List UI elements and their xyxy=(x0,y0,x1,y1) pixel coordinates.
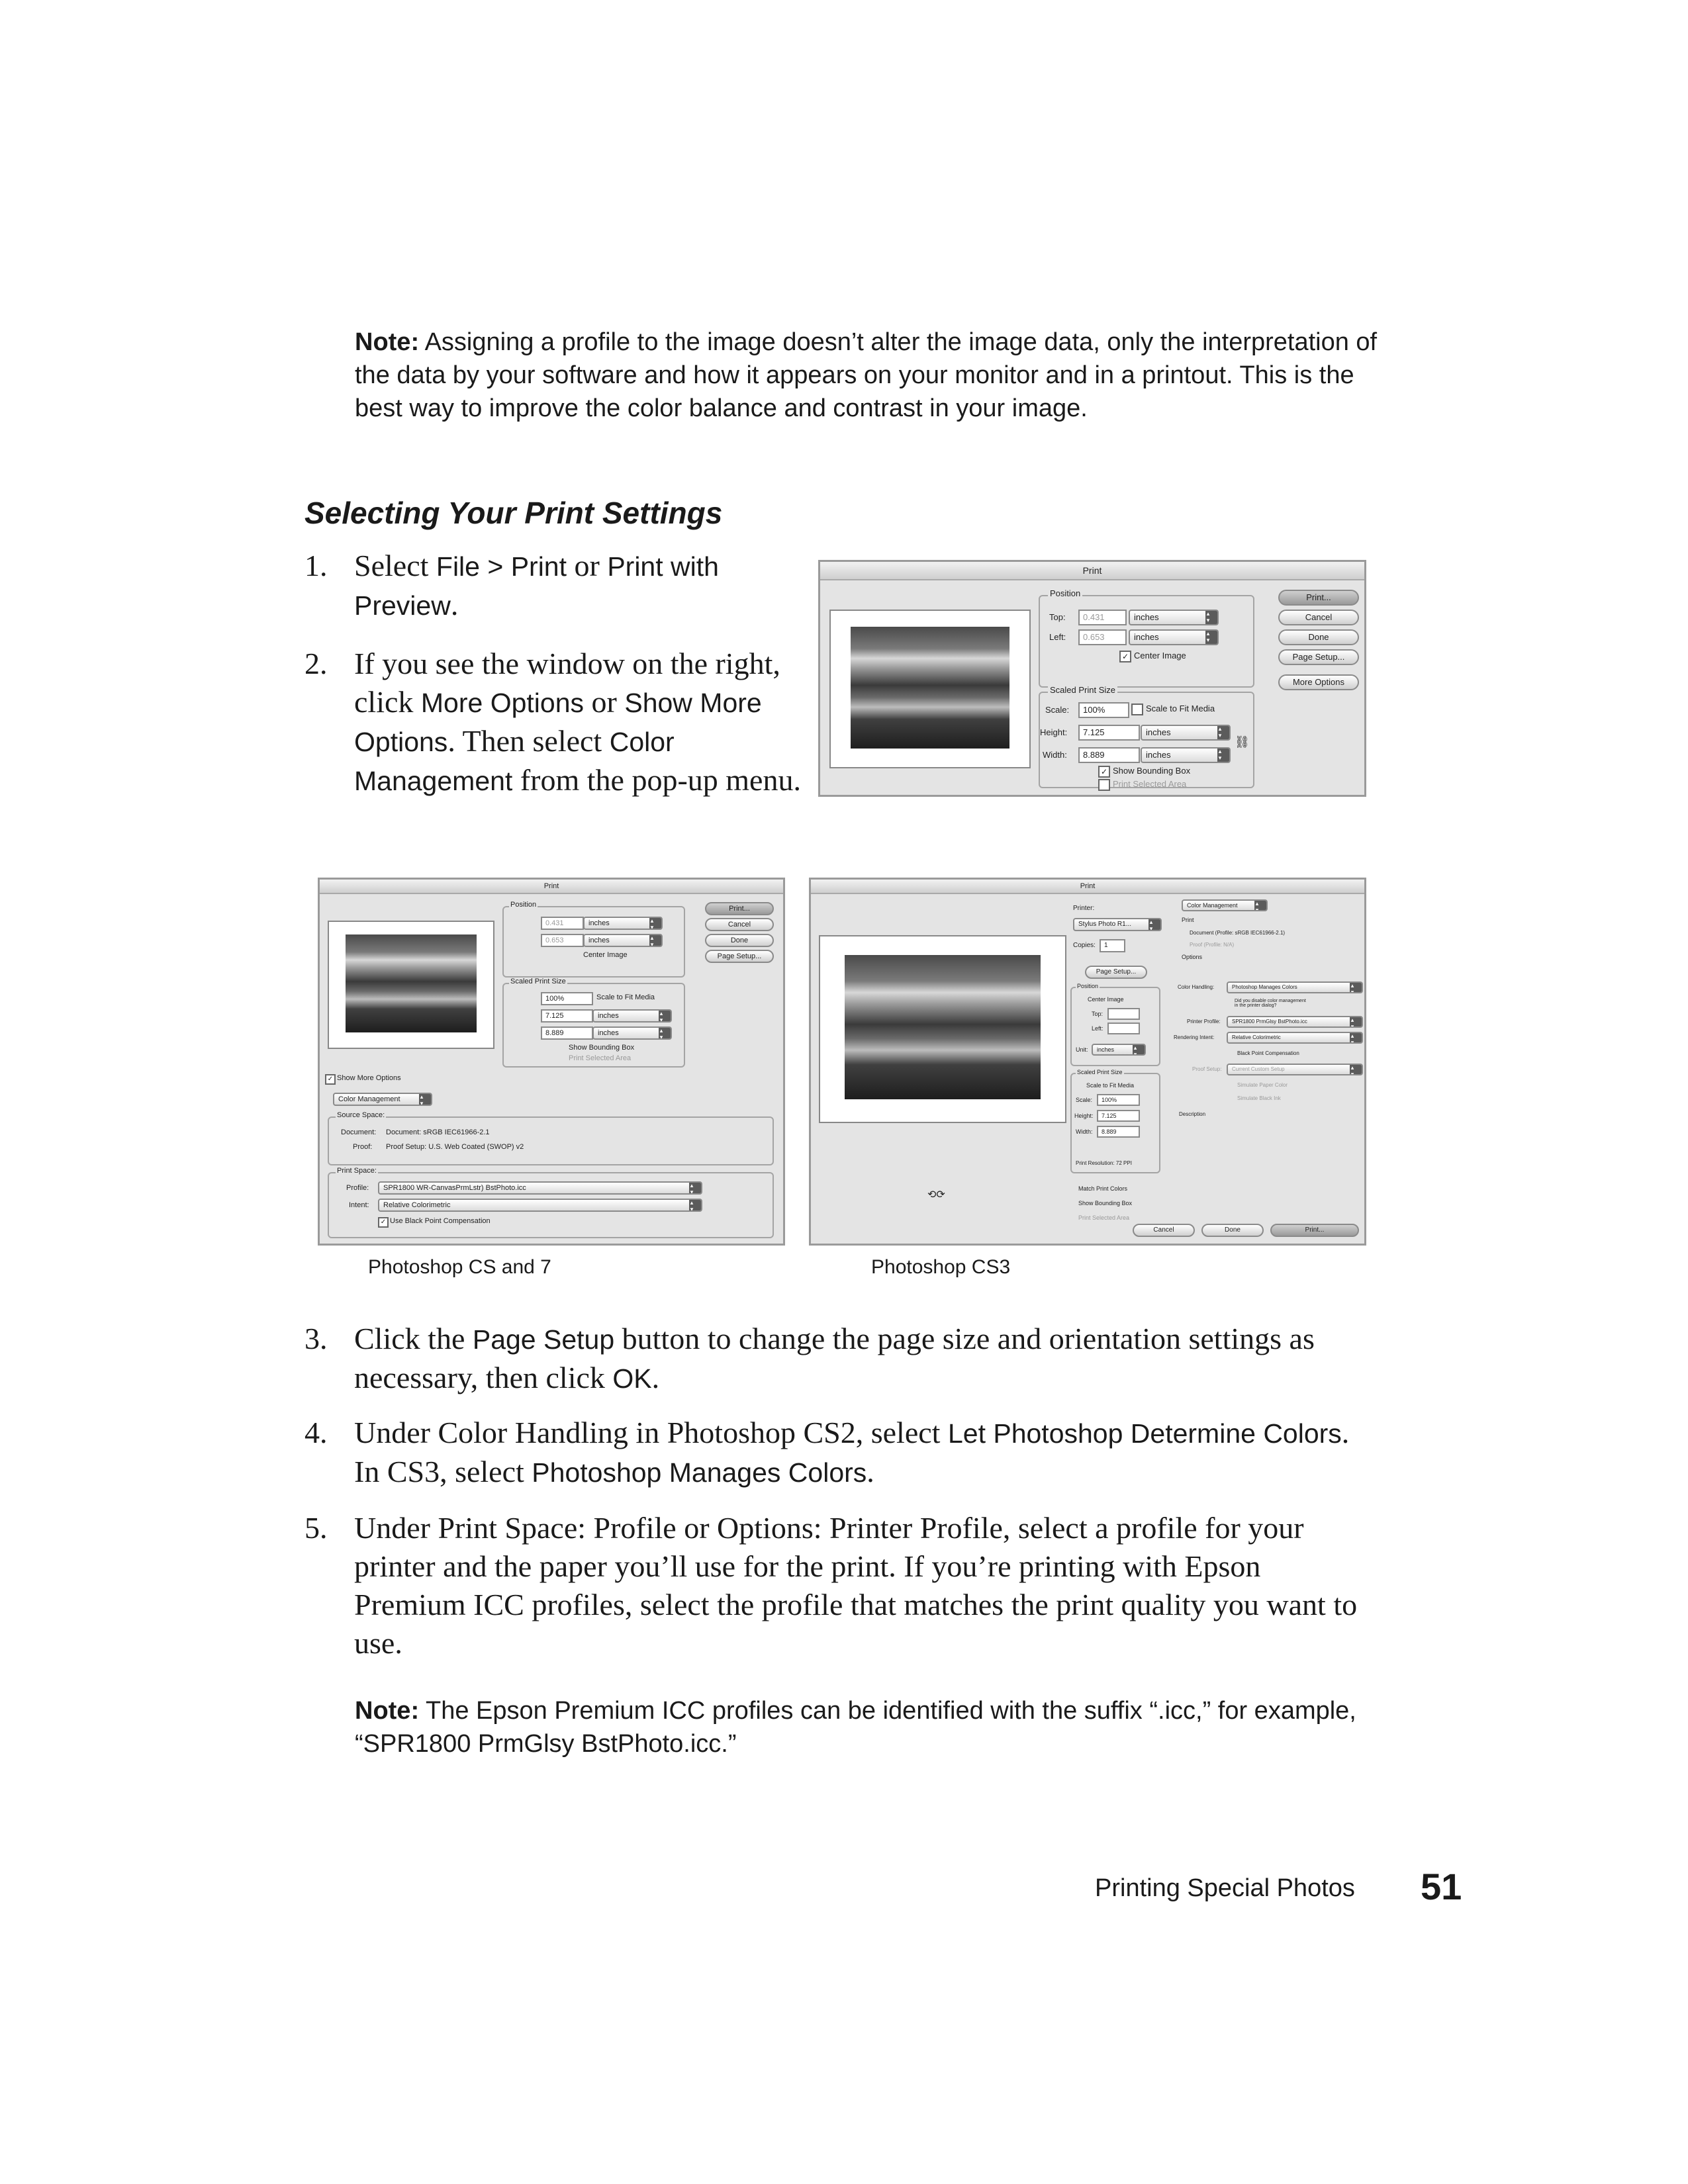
top-field[interactable]: 0.431 xyxy=(1078,610,1127,625)
note-text: The Epson Premium ICC profiles can be identified with the suffix “.icc,” for example, “SPR1800 PrmGlsy BstPhoto.icc.” xyxy=(355,1697,1356,1758)
print-label: Print xyxy=(1182,917,1194,923)
page-number: 51 xyxy=(1421,1866,1462,1907)
button-name: Show More Options xyxy=(354,688,762,757)
height-field[interactable]: 7.125 xyxy=(541,1009,593,1023)
caption-right: Photoshop CS3 xyxy=(871,1256,1011,1278)
height-unit-select[interactable]: inches ▴▾ xyxy=(592,1009,672,1023)
width-field[interactable]: 8.889 xyxy=(1078,747,1140,763)
intent-select[interactable]: Relative Colorimetric ▴▾ xyxy=(378,1199,702,1212)
height-field[interactable]: 7.125 xyxy=(1078,725,1140,741)
step-text: Under Print Space: Profile or Options: Printer Profile, select a profile for your printer and the paper you’ll use for the print. If you’re printing with Epson Premium ICC profiles, select the profile that matches the print quality you want to use. xyxy=(354,1511,1358,1660)
options-label: Options xyxy=(1182,954,1203,960)
step-text: . In CS3, select xyxy=(354,1416,1350,1488)
step-4 xyxy=(305,1414,1377,1492)
show-bounding-box-label: Show Bounding Box xyxy=(569,1044,635,1052)
menu-item: Print with Preview xyxy=(354,551,719,621)
print-button[interactable]: Print... xyxy=(1278,590,1359,606)
footer-section-title: Printing Special Photos xyxy=(1095,1874,1355,1902)
top-field[interactable] xyxy=(1107,1008,1140,1020)
rendering-intent-select[interactable]: Relative Colorimetric ▴▾ xyxy=(1227,1032,1363,1044)
document-label: Document: xyxy=(341,1128,377,1136)
unit-select[interactable]: inches ▴▾ xyxy=(1092,1044,1146,1056)
note-top xyxy=(355,326,1387,425)
proof-label: Proof: xyxy=(353,1143,373,1151)
page-setup-button[interactable]: Page Setup... xyxy=(1085,966,1147,979)
top-unit-select[interactable]: inches ▴▾ xyxy=(1129,610,1219,625)
step-text: If you see the window on the right, click xyxy=(354,647,780,719)
unit-label: Unit: xyxy=(1076,1046,1088,1053)
orientation-icon[interactable]: ⟲⟳ xyxy=(927,1189,945,1201)
step-1 xyxy=(305,547,808,625)
printer-select[interactable]: Stylus Photo R1... ▴▾ xyxy=(1073,918,1162,931)
left-label: Left: xyxy=(1092,1025,1103,1032)
group-label: Scaled Print Size xyxy=(1077,1069,1123,1075)
group-label: Scaled Print Size xyxy=(510,978,566,985)
step-2 xyxy=(305,645,808,800)
center-image-checkbox[interactable]: ✓ xyxy=(1119,651,1131,662)
dialog-title: Print xyxy=(820,562,1364,580)
height-label: Height: xyxy=(1040,727,1068,737)
show-bounding-box-label: Show Bounding Box xyxy=(1078,1200,1133,1206)
source-space-group xyxy=(328,1116,774,1165)
step-number: 4. xyxy=(305,1416,328,1449)
width-unit-select[interactable]: inches ▴▾ xyxy=(592,1026,672,1040)
width-label: Width: xyxy=(1076,1128,1093,1135)
center-image-label: Center Image xyxy=(583,951,628,959)
dialog-title: Print xyxy=(320,880,783,894)
step-text: . xyxy=(450,588,459,621)
cancel-button[interactable]: Cancel xyxy=(1278,610,1359,625)
note-text: Assigning a profile to the image doesn’t alter the image data, only the interpretation of the data by your software and how it appears on your monitor and in a printout. This is the best way to improve the color balance and contrast in your image. xyxy=(355,328,1378,422)
group-label: Position xyxy=(510,901,537,909)
print-dialog-screenshot xyxy=(818,560,1366,797)
bpc-label: Black Point Compensation xyxy=(1237,1050,1299,1056)
page-setup-button[interactable]: Page Setup... xyxy=(705,950,774,963)
copies-field[interactable]: 1 xyxy=(1100,939,1125,952)
profile-select[interactable]: SPR1800 WR-CanvasPrmLstr) BstPhoto.icc ▴▾ xyxy=(378,1181,702,1195)
proof-setup-select[interactable]: Current Custom Setup ▴▾ xyxy=(1227,1064,1363,1075)
step-number: 2. xyxy=(305,647,328,680)
width-unit-select[interactable]: inches ▴▾ xyxy=(1141,747,1231,763)
step-text: or xyxy=(567,549,608,582)
scale-label: Scale: xyxy=(1045,705,1070,715)
preview-image xyxy=(829,610,1031,768)
top-label: Top: xyxy=(1049,612,1066,622)
black-point-checkbox[interactable]: ✓ xyxy=(378,1217,389,1228)
dialog-title: Print xyxy=(811,880,1364,894)
step-3 xyxy=(305,1320,1377,1398)
center-image-label: Center Image xyxy=(1134,651,1186,660)
left-label: Left: xyxy=(1049,632,1066,642)
width-field[interactable]: 8.889 xyxy=(541,1026,593,1040)
link-icon: ⛓ xyxy=(1235,735,1250,749)
document-radio[interactable]: Document (Profile: sRGB IEC61966-2.1) xyxy=(1190,930,1286,936)
step-text: from the pop-up menu. xyxy=(512,763,801,797)
rendering-intent-label: Rendering Intent: xyxy=(1174,1034,1215,1040)
step-text: . xyxy=(867,1455,874,1488)
note-bottom xyxy=(355,1694,1387,1760)
color-management-select[interactable]: Color Management ▴▾ xyxy=(333,1093,432,1106)
print-selected-checkbox[interactable] xyxy=(1098,779,1110,791)
print-resolution: Print Resolution: 72 PPI xyxy=(1076,1160,1132,1166)
done-button[interactable]: Done xyxy=(1201,1224,1264,1237)
note-label: Note: xyxy=(355,328,420,356)
done-button[interactable]: Done xyxy=(1278,629,1359,645)
left-field[interactable] xyxy=(1107,1023,1140,1034)
step-number: 1. xyxy=(305,549,328,582)
cancel-button[interactable]: Cancel xyxy=(1133,1224,1195,1237)
button-name: OK xyxy=(612,1363,652,1394)
step-text: . Then select xyxy=(447,724,610,758)
left-field[interactable]: 0.653 xyxy=(1078,629,1127,645)
more-options-button[interactable]: More Options xyxy=(1278,674,1359,690)
top-unit-select[interactable]: inches ▴▾ xyxy=(583,917,663,930)
description-label: Description xyxy=(1179,1111,1206,1117)
intent-label: Intent: xyxy=(349,1201,369,1209)
group-label: Position xyxy=(1048,588,1082,598)
caption-left: Photoshop CS and 7 xyxy=(368,1256,551,1278)
color-handling-label: Color Handling: xyxy=(1178,984,1215,990)
proof-radio[interactable]: Proof (Profile: N/A) xyxy=(1190,942,1235,948)
copies-label: Copies: xyxy=(1073,942,1096,949)
simulate-paper-label: Simulate Paper Color xyxy=(1237,1082,1288,1088)
scale-field[interactable]: 100% xyxy=(541,992,593,1005)
option-name: Photoshop Manages Colors xyxy=(532,1457,867,1488)
show-bounding-box-checkbox[interactable]: ✓ xyxy=(1098,766,1110,778)
match-print-colors-label: Match Print Colors xyxy=(1078,1185,1128,1192)
color-management-select[interactable]: Color Management ▴▾ xyxy=(1182,899,1268,911)
black-point-label: Use Black Point Compensation xyxy=(390,1217,491,1225)
color-handling-select[interactable]: Photoshop Manages Colors ▴▾ xyxy=(1227,981,1363,993)
scale-to-fit-label: Scale to Fit Media xyxy=(596,993,655,1001)
scale-field[interactable]: 100% xyxy=(1078,702,1129,718)
step-text: button to change the page size and orientation settings as necessary, then click xyxy=(354,1322,1315,1394)
print-dialog-cs3-screenshot xyxy=(809,878,1366,1246)
left-unit-select[interactable]: inches ▴▾ xyxy=(583,934,663,947)
center-image-label: Center Image xyxy=(1088,996,1124,1003)
menu-path: File > Print xyxy=(436,551,567,582)
scale-to-fit-label: Scale to Fit Media xyxy=(1146,704,1215,713)
left-field[interactable]: 0.653 xyxy=(541,934,584,947)
page-setup-button[interactable]: Page Setup... xyxy=(1278,649,1359,665)
menu-item: Color Management xyxy=(354,727,675,796)
print-selected-label: Print Selected Area xyxy=(1113,779,1187,789)
print-selected-label: Print Selected Area xyxy=(1078,1214,1130,1221)
height-label: Height: xyxy=(1074,1113,1094,1119)
height-field[interactable]: 7.125 xyxy=(1097,1110,1140,1122)
button-name: More Options xyxy=(420,688,585,718)
show-more-options-label: Show More Options xyxy=(337,1074,401,1082)
scale-field[interactable]: 100% xyxy=(1097,1094,1140,1106)
step-number: 3. xyxy=(305,1322,328,1355)
left-unit-select[interactable]: inches ▴▾ xyxy=(1129,629,1219,645)
step-number: 5. xyxy=(305,1511,328,1545)
button-name: Page Setup xyxy=(472,1324,615,1355)
section-heading: Selecting Your Print Settings xyxy=(305,496,723,530)
option-name: Let Photoshop Determine Colors xyxy=(947,1418,1342,1449)
group-label: Position xyxy=(1077,983,1099,989)
scale-to-fit-label: Scale to Fit Media xyxy=(1086,1082,1135,1089)
step-text: Click the xyxy=(354,1322,473,1355)
step-text: or xyxy=(584,685,625,719)
group-label: Print Space: xyxy=(337,1167,377,1175)
document-radio[interactable]: Document: sRGB IEC61966-2.1 xyxy=(386,1128,490,1136)
group-label: Scaled Print Size xyxy=(1048,685,1117,695)
height-unit-select[interactable]: inches ▴▾ xyxy=(1141,725,1231,741)
printer-profile-label: Printer Profile: xyxy=(1187,1019,1221,1024)
cancel-button[interactable]: Cancel xyxy=(705,918,774,931)
scale-to-fit-checkbox[interactable] xyxy=(1131,704,1143,715)
reminder-text: Did you disable color management in the printer dialog? xyxy=(1235,999,1306,1008)
printer-profile-select[interactable]: SPR1800 PrmGlsy BstPhoto.icc ▴▾ xyxy=(1227,1016,1363,1028)
step-text: Select xyxy=(354,549,436,582)
print-dialog-cs-screenshot xyxy=(318,878,785,1246)
step-text: Under Color Handling in Photoshop CS2, select xyxy=(354,1416,948,1449)
width-label: Width: xyxy=(1043,750,1067,760)
scale-label: Scale: xyxy=(1076,1097,1093,1103)
width-field[interactable]: 8.889 xyxy=(1097,1126,1140,1138)
profile-label: Profile: xyxy=(346,1184,369,1192)
proof-setup-label: Proof Setup: xyxy=(1192,1066,1222,1072)
step-text: . xyxy=(651,1361,660,1394)
group-label: Source Space: xyxy=(337,1111,385,1119)
preview-image xyxy=(328,921,494,1049)
top-field[interactable]: 0.431 xyxy=(541,917,584,930)
printer-label: Printer: xyxy=(1073,905,1095,912)
top-label: Top: xyxy=(1092,1011,1103,1017)
note-label: Note: xyxy=(355,1697,420,1725)
show-more-options-checkbox[interactable]: ✓ xyxy=(325,1074,336,1085)
step-5 xyxy=(305,1509,1377,1662)
preview-image xyxy=(819,935,1066,1123)
print-button[interactable]: Print... xyxy=(705,902,774,915)
simulate-black-label: Simulate Black Ink xyxy=(1237,1095,1281,1101)
done-button[interactable]: Done xyxy=(705,934,774,947)
proof-radio[interactable]: Proof Setup: U.S. Web Coated (SWOP) v2 xyxy=(386,1143,524,1151)
print-selected-label: Print Selected Area xyxy=(569,1054,632,1062)
show-bounding-box-label: Show Bounding Box xyxy=(1113,766,1191,776)
print-button[interactable]: Print... xyxy=(1270,1224,1359,1237)
